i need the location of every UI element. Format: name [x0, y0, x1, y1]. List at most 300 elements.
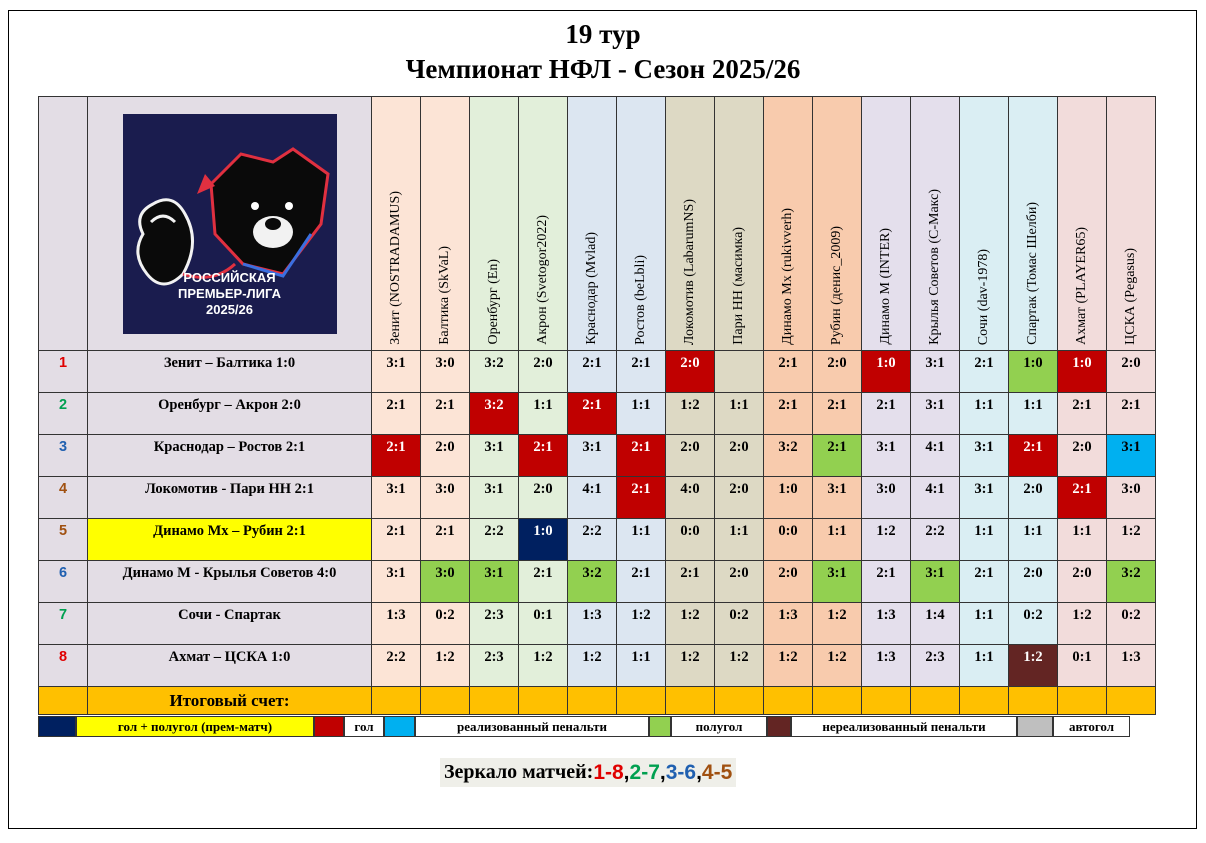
score-value: 3:1 — [876, 439, 896, 455]
score-value: 2:1 — [876, 565, 896, 581]
score-value: 4:1 — [925, 481, 945, 497]
column-header-label: Локомотив (LabarumNS) — [682, 198, 697, 345]
score-cell — [568, 393, 617, 435]
score-cell — [764, 645, 813, 687]
score-cell — [1058, 393, 1107, 435]
logo-line-3: 2025/26 — [206, 301, 253, 317]
score-cell — [813, 603, 862, 645]
score-value: 0:2 — [435, 607, 455, 623]
score-cell — [1107, 603, 1156, 645]
logo-line-1: РОССИЙСКАЯ — [183, 269, 276, 285]
score-cell — [1009, 519, 1058, 561]
score-value: 2:1 — [631, 481, 651, 497]
table-row — [39, 393, 1156, 435]
score-value: 2:1 — [974, 355, 994, 371]
score-value: 2:1 — [1121, 397, 1141, 413]
score-value: 2:1 — [386, 523, 406, 539]
score-cell — [421, 393, 470, 435]
score-value: 4:1 — [925, 439, 945, 455]
legend-penalty-missed: нереализованный пенальти — [791, 716, 1017, 737]
score-value: 2:1 — [827, 397, 847, 413]
score-cell — [568, 477, 617, 519]
score-value: 2:1 — [974, 565, 994, 581]
score-cell — [1009, 393, 1058, 435]
score-value: 2:1 — [876, 397, 896, 413]
score-value: 1:1 — [974, 397, 994, 413]
legend-own-goal: автогол — [1053, 716, 1130, 737]
score-value: 1:2 — [729, 649, 749, 665]
score-cell — [764, 519, 813, 561]
score-cell — [1009, 645, 1058, 687]
score-value: 2:1 — [533, 565, 553, 581]
score-cell — [1107, 477, 1156, 519]
match-name: Динамо М - Крылья Советов 4:0 — [88, 561, 372, 603]
score-value: 2:0 — [827, 355, 847, 371]
column-header-label: Динамо М (INTER) — [878, 228, 893, 345]
score-cell — [715, 645, 764, 687]
score-value: 0:2 — [1023, 607, 1043, 623]
column-header — [470, 97, 519, 351]
header-corner — [39, 97, 88, 351]
score-value: 3:0 — [1121, 481, 1141, 497]
score-cell — [911, 561, 960, 603]
score-cell — [372, 435, 421, 477]
score-cell — [764, 351, 813, 393]
score-value: 3:0 — [435, 481, 455, 497]
score-value: 1:2 — [582, 649, 602, 665]
score-value: 1:2 — [827, 649, 847, 665]
column-header-label: Крылья Советов (С-Макс) — [927, 189, 942, 345]
column-header — [960, 97, 1009, 351]
score-value: 3:1 — [827, 565, 847, 581]
score-cell — [715, 477, 764, 519]
score-cell — [862, 351, 911, 393]
score-value: 3:2 — [582, 565, 602, 581]
score-value: 3:1 — [974, 481, 994, 497]
column-header-label: Оренбург (En) — [486, 259, 501, 345]
rpl-logo — [123, 114, 337, 334]
score-value: 2:1 — [1072, 397, 1092, 413]
match-number: 8 — [39, 645, 88, 687]
round-title: 19 тур — [565, 19, 641, 49]
score-cell — [519, 603, 568, 645]
score-cell — [764, 561, 813, 603]
score-cell — [421, 351, 470, 393]
column-header-label: Ахмат (PLAYER65) — [1074, 227, 1089, 345]
score-value: 2:1 — [435, 523, 455, 539]
score-cell — [1107, 645, 1156, 687]
column-header — [813, 97, 862, 351]
score-value: 1:1 — [1072, 523, 1092, 539]
score-value: 1:1 — [974, 649, 994, 665]
score-value: 1:3 — [876, 649, 896, 665]
score-value: 1:2 — [1121, 523, 1141, 539]
column-header-label: Пари НН (масимка) — [731, 227, 746, 345]
score-cell — [1009, 561, 1058, 603]
score-value: 3:2 — [484, 397, 504, 413]
score-value: 1:2 — [533, 649, 553, 665]
total-cell — [568, 687, 617, 715]
column-header-label: Балтика (SkVaL) — [437, 246, 452, 345]
score-value: 2:0 — [729, 481, 749, 497]
score-cell — [519, 519, 568, 561]
column-header-label: ЦСКА (Pegasus) — [1123, 248, 1138, 345]
score-cell — [421, 561, 470, 603]
match-name: Оренбург – Акрон 2:0 — [88, 393, 372, 435]
score-value: 2:0 — [680, 355, 700, 371]
legend-goal: гол — [344, 716, 384, 737]
score-cell — [911, 435, 960, 477]
score-value: 2:0 — [1121, 355, 1141, 371]
match-name: Зенит – Балтика 1:0 — [88, 351, 372, 393]
score-cell — [1058, 519, 1107, 561]
score-cell — [617, 393, 666, 435]
score-value: 1:1 — [631, 397, 651, 413]
score-cell — [1107, 393, 1156, 435]
score-value: 1:1 — [729, 397, 749, 413]
score-cell — [617, 477, 666, 519]
score-value: 0:0 — [778, 523, 798, 539]
column-header — [519, 97, 568, 351]
score-value: 3:1 — [925, 355, 945, 371]
score-value: 2:1 — [680, 565, 700, 581]
score-cell — [1058, 477, 1107, 519]
score-cell — [1107, 435, 1156, 477]
score-cell — [568, 561, 617, 603]
score-cell — [568, 519, 617, 561]
score-value: 0:0 — [680, 523, 700, 539]
score-cell — [470, 435, 519, 477]
score-cell — [617, 645, 666, 687]
table-row — [39, 561, 1156, 603]
score-cell — [666, 477, 715, 519]
score-value: 3:1 — [582, 439, 602, 455]
score-cell — [1058, 603, 1107, 645]
score-value: 1:2 — [876, 523, 896, 539]
score-cell — [372, 393, 421, 435]
score-value: 0:1 — [533, 607, 553, 623]
score-value: 1:1 — [1023, 397, 1043, 413]
score-cell — [813, 435, 862, 477]
score-value: 3:0 — [435, 565, 455, 581]
results-table — [38, 96, 1156, 715]
legend-swatch-red — [314, 716, 344, 737]
score-value: 1:1 — [974, 523, 994, 539]
total-cell — [911, 687, 960, 715]
column-header-label: Акрон (Svetogor2022) — [535, 215, 550, 345]
score-value: 1:0 — [1072, 355, 1092, 371]
total-cell — [372, 687, 421, 715]
total-cell — [813, 687, 862, 715]
match-number: 1 — [39, 351, 88, 393]
match-name: Динамо Мх – Рубин 2:1 — [88, 519, 372, 561]
score-cell — [519, 645, 568, 687]
column-header — [372, 97, 421, 351]
score-value: 2:0 — [1023, 481, 1043, 497]
score-value: 3:1 — [974, 439, 994, 455]
score-cell — [911, 393, 960, 435]
score-cell — [421, 477, 470, 519]
score-cell — [1107, 351, 1156, 393]
score-cell — [862, 477, 911, 519]
score-cell — [519, 393, 568, 435]
score-value: 2:3 — [484, 649, 504, 665]
championship-title: Чемпионат НФЛ - Сезон 2025/26 — [405, 54, 801, 84]
score-value: 2:0 — [680, 439, 700, 455]
table-row — [39, 519, 1156, 561]
score-value: 1:1 — [631, 523, 651, 539]
match-number: 3 — [39, 435, 88, 477]
score-cell — [519, 435, 568, 477]
match-number: 4 — [39, 477, 88, 519]
score-value: 4:0 — [680, 481, 700, 497]
score-value: 3:1 — [827, 481, 847, 497]
score-value: 2:2 — [484, 523, 504, 539]
total-cell — [1058, 687, 1107, 715]
total-row — [39, 687, 1156, 715]
score-value: 3:1 — [386, 565, 406, 581]
score-cell — [960, 435, 1009, 477]
mirror-sep: , — [696, 760, 702, 784]
score-cell — [470, 477, 519, 519]
score-value: 1:1 — [533, 397, 553, 413]
score-value: 3:1 — [484, 481, 504, 497]
column-header — [1107, 97, 1156, 351]
score-value: 0:2 — [1121, 607, 1141, 623]
column-header — [1009, 97, 1058, 351]
column-header — [764, 97, 813, 351]
legend — [38, 716, 1150, 737]
score-value: 1:2 — [631, 607, 651, 623]
score-cell — [960, 561, 1009, 603]
score-value: 1:4 — [925, 607, 945, 623]
score-value: 1:2 — [827, 607, 847, 623]
score-cell — [421, 519, 470, 561]
score-value: 2:1 — [631, 355, 651, 371]
total-cell — [862, 687, 911, 715]
score-cell — [764, 393, 813, 435]
legend-swatch-green — [649, 716, 671, 737]
score-cell — [960, 393, 1009, 435]
score-value: 2:0 — [1023, 565, 1043, 581]
score-value: 3:2 — [1121, 565, 1141, 581]
score-cell — [470, 645, 519, 687]
score-value: 3:1 — [484, 565, 504, 581]
column-header-label: Зенит (NOSTRADAMUS) — [388, 191, 403, 345]
score-value: 2:0 — [1072, 439, 1092, 455]
total-cell — [617, 687, 666, 715]
legend-swatch-blue — [384, 716, 415, 737]
table-row — [39, 645, 1156, 687]
score-value: 1:3 — [1121, 649, 1141, 665]
score-cell — [813, 393, 862, 435]
score-cell — [911, 351, 960, 393]
score-cell — [372, 519, 421, 561]
score-value: 2:1 — [631, 439, 651, 455]
score-cell — [617, 351, 666, 393]
score-value: 2:2 — [582, 523, 602, 539]
score-value: 1:2 — [435, 649, 455, 665]
score-cell — [764, 603, 813, 645]
column-header — [617, 97, 666, 351]
table-row — [39, 435, 1156, 477]
score-cell — [666, 393, 715, 435]
score-value: 2:0 — [435, 439, 455, 455]
score-value: 3:2 — [778, 439, 798, 455]
header-logo-cell — [88, 97, 372, 351]
match-name: Ахмат – ЦСКА 1:0 — [88, 645, 372, 687]
score-cell — [960, 477, 1009, 519]
mirror-pair-4: 4-5 — [701, 760, 733, 784]
score-cell — [568, 351, 617, 393]
score-cell — [519, 561, 568, 603]
column-header-label: Сочи (dav-1978) — [976, 248, 991, 345]
score-cell — [1058, 351, 1107, 393]
score-value: 3:1 — [925, 565, 945, 581]
mirror-matches — [440, 758, 736, 787]
score-value: 2:0 — [729, 439, 749, 455]
score-cell — [470, 603, 519, 645]
score-cell — [617, 561, 666, 603]
score-value: 1:1 — [631, 649, 651, 665]
column-header-label: Динамо Мх (rukivverh) — [780, 208, 795, 345]
score-value: 1:2 — [680, 607, 700, 623]
header-row — [39, 97, 1156, 351]
legend-half-goal: полугол — [671, 716, 767, 737]
score-value: 2:1 — [1023, 439, 1043, 455]
score-cell — [1058, 435, 1107, 477]
score-cell — [519, 351, 568, 393]
score-cell — [764, 435, 813, 477]
score-cell — [764, 477, 813, 519]
legend-goal-premmatch: гол + полугол (прем-матч) — [76, 716, 314, 737]
score-cell — [715, 519, 764, 561]
score-value: 1:3 — [876, 607, 896, 623]
score-cell — [911, 519, 960, 561]
score-value: 0:1 — [1072, 649, 1092, 665]
score-value: 1:1 — [1023, 523, 1043, 539]
score-cell — [862, 435, 911, 477]
score-value: 2:1 — [778, 397, 798, 413]
score-value: 3:1 — [386, 355, 406, 371]
score-value: 2:1 — [386, 397, 406, 413]
score-cell — [715, 435, 764, 477]
score-value: 2:0 — [729, 565, 749, 581]
score-cell — [813, 561, 862, 603]
mirror-pair-2: 2-7 — [629, 760, 660, 784]
score-cell — [617, 435, 666, 477]
score-cell — [470, 561, 519, 603]
total-cell — [470, 687, 519, 715]
score-cell — [666, 435, 715, 477]
total-cell — [764, 687, 813, 715]
score-cell — [1058, 645, 1107, 687]
table-row — [39, 351, 1156, 393]
score-cell — [519, 477, 568, 519]
score-cell — [715, 561, 764, 603]
score-value: 2:0 — [778, 565, 798, 581]
score-cell — [911, 645, 960, 687]
score-cell — [470, 393, 519, 435]
score-value: 1:0 — [1023, 355, 1043, 371]
mirror-sep: , — [623, 760, 630, 784]
score-value: 1:2 — [680, 397, 700, 413]
column-header-label: Краснодар (Mvlad) — [584, 232, 599, 345]
total-cell — [519, 687, 568, 715]
score-cell — [666, 603, 715, 645]
mirror-pair-3: 3-6 — [665, 760, 697, 784]
column-header — [911, 97, 960, 351]
score-cell — [421, 645, 470, 687]
column-header-label: Рубин (денис_2009) — [829, 225, 844, 345]
legend-swatch-navy — [38, 716, 76, 737]
score-value: 1:3 — [778, 607, 798, 623]
score-cell — [470, 351, 519, 393]
score-value: 2:1 — [827, 439, 847, 455]
score-cell — [1009, 477, 1058, 519]
legend-penalty-scored: реализованный пенальти — [415, 716, 649, 737]
score-value: 2:1 — [631, 565, 651, 581]
score-cell — [1058, 561, 1107, 603]
score-cell — [568, 435, 617, 477]
score-cell — [960, 645, 1009, 687]
total-cell — [421, 687, 470, 715]
score-value: 3:0 — [435, 355, 455, 371]
score-value: 2:2 — [386, 649, 406, 665]
score-cell — [1009, 351, 1058, 393]
score-cell — [666, 561, 715, 603]
score-cell — [862, 561, 911, 603]
score-cell — [862, 645, 911, 687]
score-cell — [470, 519, 519, 561]
score-cell — [960, 351, 1009, 393]
score-value: 1:3 — [386, 607, 406, 623]
total-label: Итоговый счет: — [88, 687, 372, 715]
score-value: 1:2 — [1072, 607, 1092, 623]
total-cell — [715, 687, 764, 715]
score-value: 2:1 — [1072, 481, 1092, 497]
score-value: 1:1 — [974, 607, 994, 623]
score-cell — [911, 603, 960, 645]
total-cell — [1107, 687, 1156, 715]
score-value: 2:1 — [582, 355, 602, 371]
score-value: 1:1 — [827, 523, 847, 539]
score-value: 2:3 — [925, 649, 945, 665]
score-value: 2:2 — [925, 523, 945, 539]
score-value: 2:0 — [533, 481, 553, 497]
score-cell — [617, 603, 666, 645]
score-cell — [813, 645, 862, 687]
score-cell — [421, 603, 470, 645]
score-cell — [1009, 435, 1058, 477]
mirror-label: Зеркало матчей: — [444, 761, 594, 783]
logo-line-2: ПРЕМЬЕР-ЛИГА — [178, 285, 281, 301]
column-header — [1058, 97, 1107, 351]
legend-swatch-maroon — [767, 716, 791, 737]
score-value: 1:0 — [876, 355, 896, 371]
score-cell — [715, 393, 764, 435]
match-number: 6 — [39, 561, 88, 603]
total-cell — [1009, 687, 1058, 715]
score-value: 2:1 — [435, 397, 455, 413]
match-number: 7 — [39, 603, 88, 645]
score-value: 3:0 — [876, 481, 896, 497]
score-value: 3:2 — [484, 355, 504, 371]
score-cell — [568, 603, 617, 645]
table-row — [39, 477, 1156, 519]
score-cell — [666, 645, 715, 687]
match-name: Сочи - Спартак — [88, 603, 372, 645]
